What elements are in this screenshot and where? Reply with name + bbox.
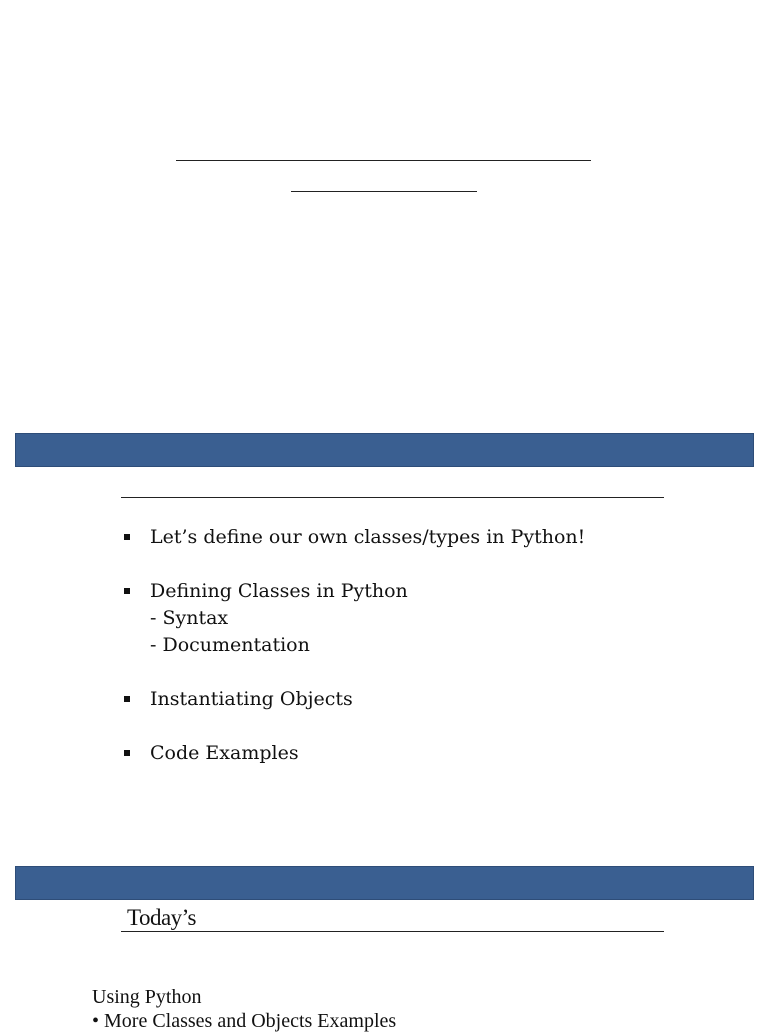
section-underline-1: [121, 497, 664, 498]
list-item: [122, 524, 585, 551]
list-item-label: Instantiating Objects: [150, 688, 353, 710]
list-subitem: - Syntax: [150, 607, 229, 629]
square-bullet-icon: [124, 750, 130, 756]
list-item: [122, 686, 585, 713]
square-bullet-icon: [124, 588, 130, 594]
list-subitem: - Documentation: [150, 634, 310, 656]
list-item: [122, 578, 585, 659]
header-band-1: [15, 433, 754, 467]
list-item-label: Defining Classes in Python: [150, 580, 408, 602]
bottom-heading: Using Python: [92, 986, 202, 1008]
bottom-bullet-item: • More Classes and Objects Examples: [92, 1010, 397, 1032]
list-item: [122, 740, 585, 767]
agenda-list: [122, 524, 585, 794]
list-item-label: Let’s define our own classes/types in Python!: [150, 526, 586, 548]
square-bullet-icon: [124, 534, 130, 540]
subtitle-underline: [291, 191, 477, 192]
bottom-text-block: [92, 985, 396, 1033]
today-heading: Today’s: [127, 905, 196, 930]
section-underline-2: [121, 931, 664, 932]
square-bullet-icon: [124, 696, 130, 702]
title-underline: [176, 160, 591, 161]
header-band-2: [15, 866, 754, 900]
list-item-label: Code Examples: [150, 742, 299, 764]
